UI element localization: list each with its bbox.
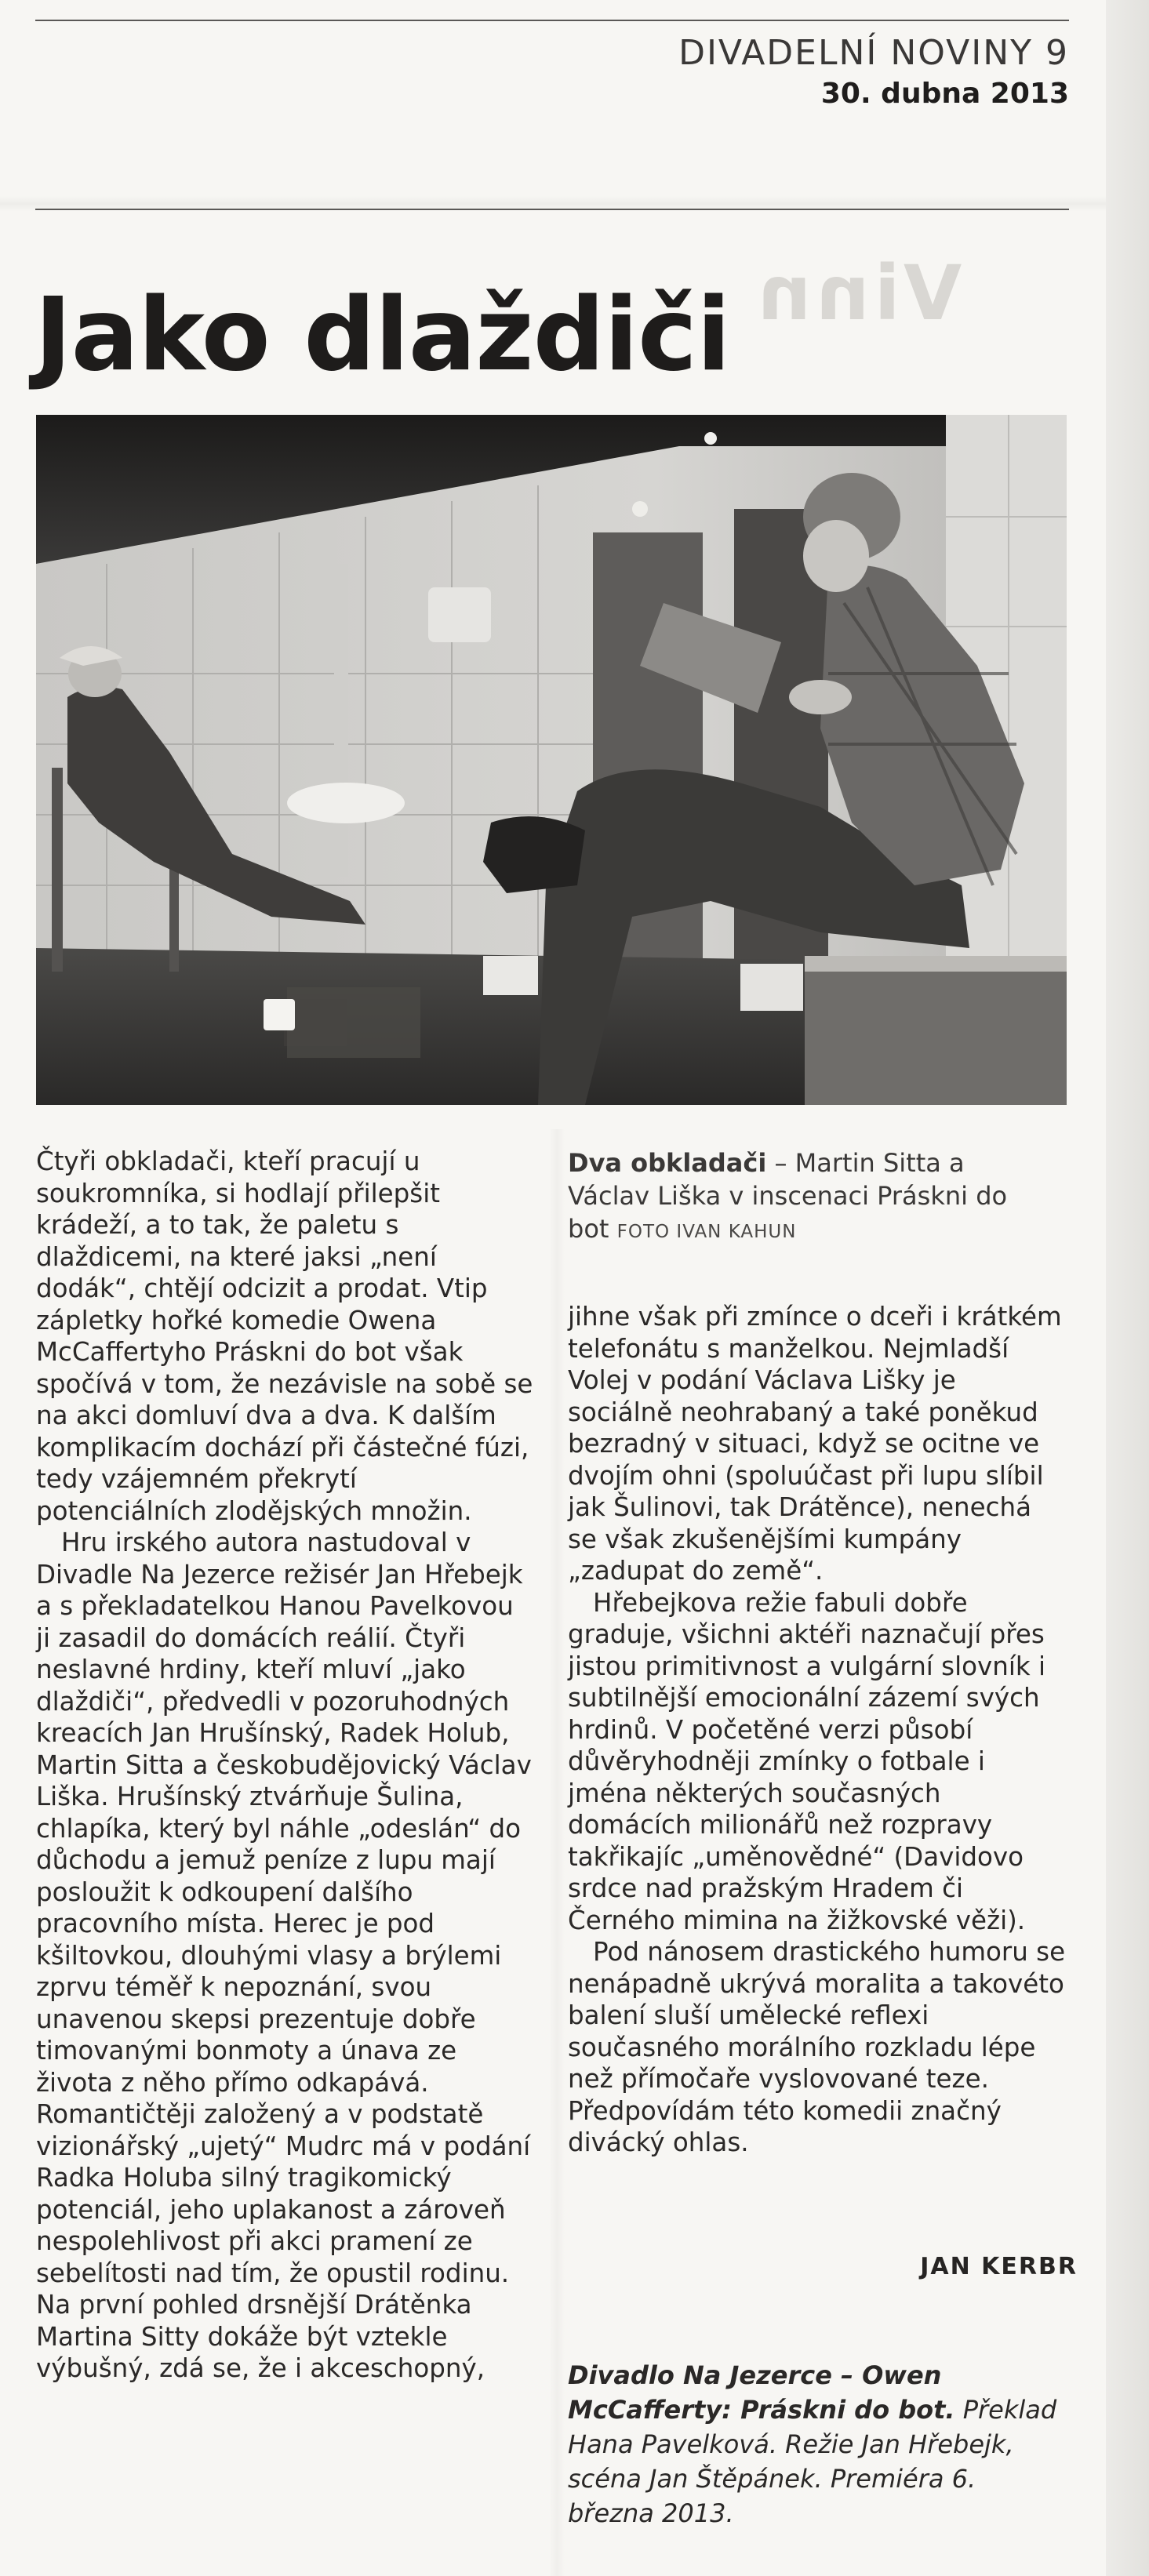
production-credits	[568, 2358, 1070, 2531]
credits-rest: Překlad Hana Pavelková. Režie Jan Hřebejk, scéna Jan Štěpánek. Premiéra 6. března 2013.	[568, 2395, 1057, 2528]
masthead	[678, 33, 1069, 110]
fold-shadow	[549, 1129, 565, 2576]
caption-title: Dva obkladači	[568, 1148, 767, 1178]
article-column-right	[568, 1301, 1068, 2159]
bleed-through-text: Vinn	[753, 249, 962, 337]
article-paragraph: Čtyři obkladači, kteří pracují u soukromníka, si hodlají přilepšit krádeží, a to tak, že paletu s dlaždicemi, na které jaksi „není dodák“, chtějí odcizit a prodat. Vtip zápletky hořké komedie Owena McCaffertyho Práskni do bot však spočívá v tom, že nezávisle na sobě se na akci domluví dva a dva. K dalším komplikacím dochází při částečné fúzi, tedy vzájemném překrytí potenciálních zlodějských množin.	[36, 1146, 533, 1526]
publication-name: DIVADELNÍ NOVINY 9	[678, 33, 1069, 73]
top-rule	[35, 20, 1069, 21]
article-photo	[36, 415, 1067, 1105]
headline: Jako dlaždiči	[35, 276, 730, 394]
article-paragraph: Pod nánosem drastického humoru se nenápadně ukrývá moralita a takovéto balení sluší umělecké reflexi současného morálního rozkladu lépe než přímočaře vyslovované teze. Předpovídám této komedii značný divácký ohlas.	[568, 1937, 1066, 2157]
caption-text: – Martin Sitta a Václav Liška v inscenaci Práskni do bot	[568, 1148, 1008, 1244]
article-paragraph: jihne však při zmínce o dceři i krátkém telefonátu s manželkou. Nejmladší Volej v podání Václava Lišky je sociálně neohrabaný a také poněkud bezradný v situaci, když se ocitne ve dvojím ohni (spoluúčast při lupu slíbil jak Šulinovi, tak Drátěnce), nenechá se však zkušenějšími kumpány „zadupat do země“.	[568, 1302, 1062, 1586]
article-paragraph: Hřebejkova režie fabuli dobře graduje, všichni aktéři naznačují přes jistou primitivnost a vulgární slovník i subtilnější emocionální zázemí svých hrdinů. V početěné verzi působí důvěryhodněji zmínky o fotbale i jména některých současných domácích milionářů než rozpravy takřikajíc „uměnovědné“ (Davidovo srdce nad pražským Hradem či Černého mimina na žižkovské věži).	[568, 1587, 1046, 1935]
photo-credit: FOTO IVAN KAHUN	[616, 1222, 797, 1242]
issue-date: 30. dubna 2013	[820, 78, 1069, 110]
article-column-left	[36, 1146, 533, 2385]
author-byline: JAN KERBR	[920, 2253, 1078, 2280]
headline-rule	[35, 209, 1069, 210]
article-paragraph: Hru irského autora nastudoval v Divadle Na Jezerce režisér Jan Hřebejk a s překladatelkou Hanou Pavelkovou ji zasadil do domácích reálií. Čtyři neslavné hrdiny, kteří mluví „jako dlaždiči“, předvedli v pozoruhodných kreacích Jan Hrušínský, Radek Holub, Martin Sitta a českobudějovický Václav Liška. Hrušínský ztvárňuje Šulina, chlapíka, který byl náhle „odeslán“ do důchodu a jemuž peníze z lupu mají posloužit k odkoupení dalšího pracovního místa. Herec je pod kšiltovkou, dlouhými vlasy a brýlemi zprvu téměř k nepoznání, svou unavenou skepsi prezentuje dobře timovanými bonmoty a únava ze života z něho přímo odkapává. Romantičtěji založený a v podstatě vizionářský „ujetý“ Mudrc má v podání Radka Holuba silný tragikomický potenciál, jeho uplakanost a zároveň nespolehlivost při akci pramení ze sebelítosti nad tím, že opustil rodinu. Na první pohled drsnější Drátěnka Martina Sitty dokáže být vztekle výbušný, zdá se, že i akceschopný,	[36, 1528, 532, 2383]
page-edge	[1106, 0, 1149, 2576]
photo-caption	[568, 1146, 1038, 1248]
credits-lead: Divadlo Na Jezerce – Owen McCafferty: Práskni do bot.	[568, 2360, 955, 2425]
